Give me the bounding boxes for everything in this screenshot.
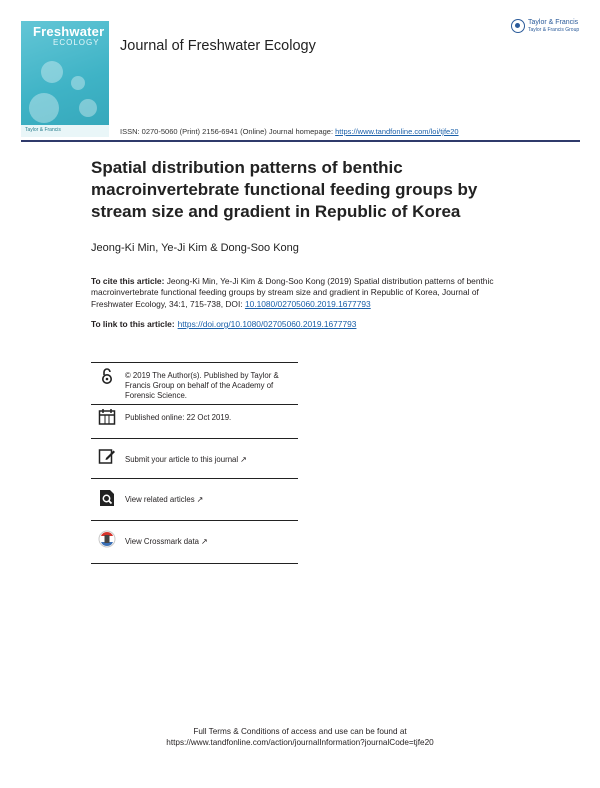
submit-article-label: Submit your article to this journal: [125, 455, 239, 464]
cover-bubble: [41, 61, 63, 83]
issn-text: ISSN: 0270-5060 (Print) 2156-6941 (Online) Journal homepage:: [120, 127, 336, 136]
info-divider: [91, 520, 298, 521]
footer-terms-link[interactable]: https://www.tandfonline.com/action/journalInformation?journalCode=tjfe20: [166, 738, 434, 747]
info-divider: [91, 438, 298, 439]
cover-footer: [21, 125, 109, 137]
related-articles-icon: [98, 489, 116, 507]
publisher-logo-text: Taylor & Francis: [528, 19, 579, 26]
published-date: Published online: 22 Oct 2019.: [125, 413, 232, 422]
external-link-icon: ↗: [200, 537, 208, 546]
publisher-logo: [511, 18, 581, 36]
publisher-logo-icon: [511, 19, 525, 33]
related-articles-label: View related articles: [125, 495, 195, 504]
article-url-link[interactable]: https://doi.org/10.1080/02705060.2019.1677793: [177, 319, 357, 329]
submit-article-link[interactable]: [125, 455, 247, 465]
article-link-line: [91, 319, 356, 329]
cite-body: Jeong-Ki Min, Ye-Ji Kim & Dong-Soo Kong (2019) Spatial distribution patterns of benthic macroinvertebrate functional feeding groups by stream size and gradient in Republic of Korea, Journal of Freshwater Ecology, 34:1, 715-738, DOI:: [91, 276, 494, 309]
cover-bubble: [79, 99, 97, 117]
info-divider: [91, 563, 298, 564]
cite-label: To cite this article:: [91, 276, 165, 286]
open-access-text: © 2019 The Author(s). Published by Taylor & Francis Group on behalf of the Academy of Forensic Science.: [125, 371, 279, 400]
link-label: To link to this article:: [91, 319, 175, 329]
citation-block: [91, 276, 511, 310]
crossmark-label: View Crossmark data: [125, 537, 199, 546]
issn-line: [120, 127, 459, 136]
journal-title: Journal of Freshwater Ecology: [120, 38, 316, 54]
article-authors: Jeong-Ki Min, Ye-Ji Kim & Dong-Soo Kong: [91, 242, 299, 254]
open-access-icon: [98, 367, 116, 385]
crossmark-icon: [98, 530, 116, 548]
journal-homepage-link[interactable]: https://www.tandfonline.com/loi/tjfe20: [335, 127, 459, 136]
crossmark-link[interactable]: [125, 537, 208, 547]
publisher-logo-subtext: Taylor & Francis Group: [528, 27, 580, 33]
info-divider: [91, 362, 298, 363]
cover-bubble: [29, 93, 59, 123]
cover-publisher-mark: Taylor & Francis: [25, 127, 61, 133]
header-divider: [21, 140, 580, 142]
info-divider: [91, 478, 298, 479]
edit-icon: [98, 447, 116, 465]
related-articles-link[interactable]: [125, 495, 203, 505]
cover-title: Freshwater: [33, 24, 105, 39]
info-divider: [91, 404, 298, 405]
calendar-icon: [98, 408, 116, 426]
journal-cover-image: [21, 21, 109, 137]
doi-link[interactable]: 10.1080/02705060.2019.1677793: [244, 298, 371, 309]
cover-bubble: [71, 76, 85, 90]
external-link-icon: ↗: [240, 455, 247, 464]
cover-subtitle: ECOLOGY: [53, 38, 100, 47]
external-link-icon: ↗: [196, 495, 204, 504]
article-title: Spatial distribution patterns of benthic macroinvertebrate functional feeding groups by stream size and gradient in Republic of Korea: [91, 158, 478, 221]
footer-terms-text: Full Terms & Conditions of access and use can be found at: [193, 727, 407, 736]
